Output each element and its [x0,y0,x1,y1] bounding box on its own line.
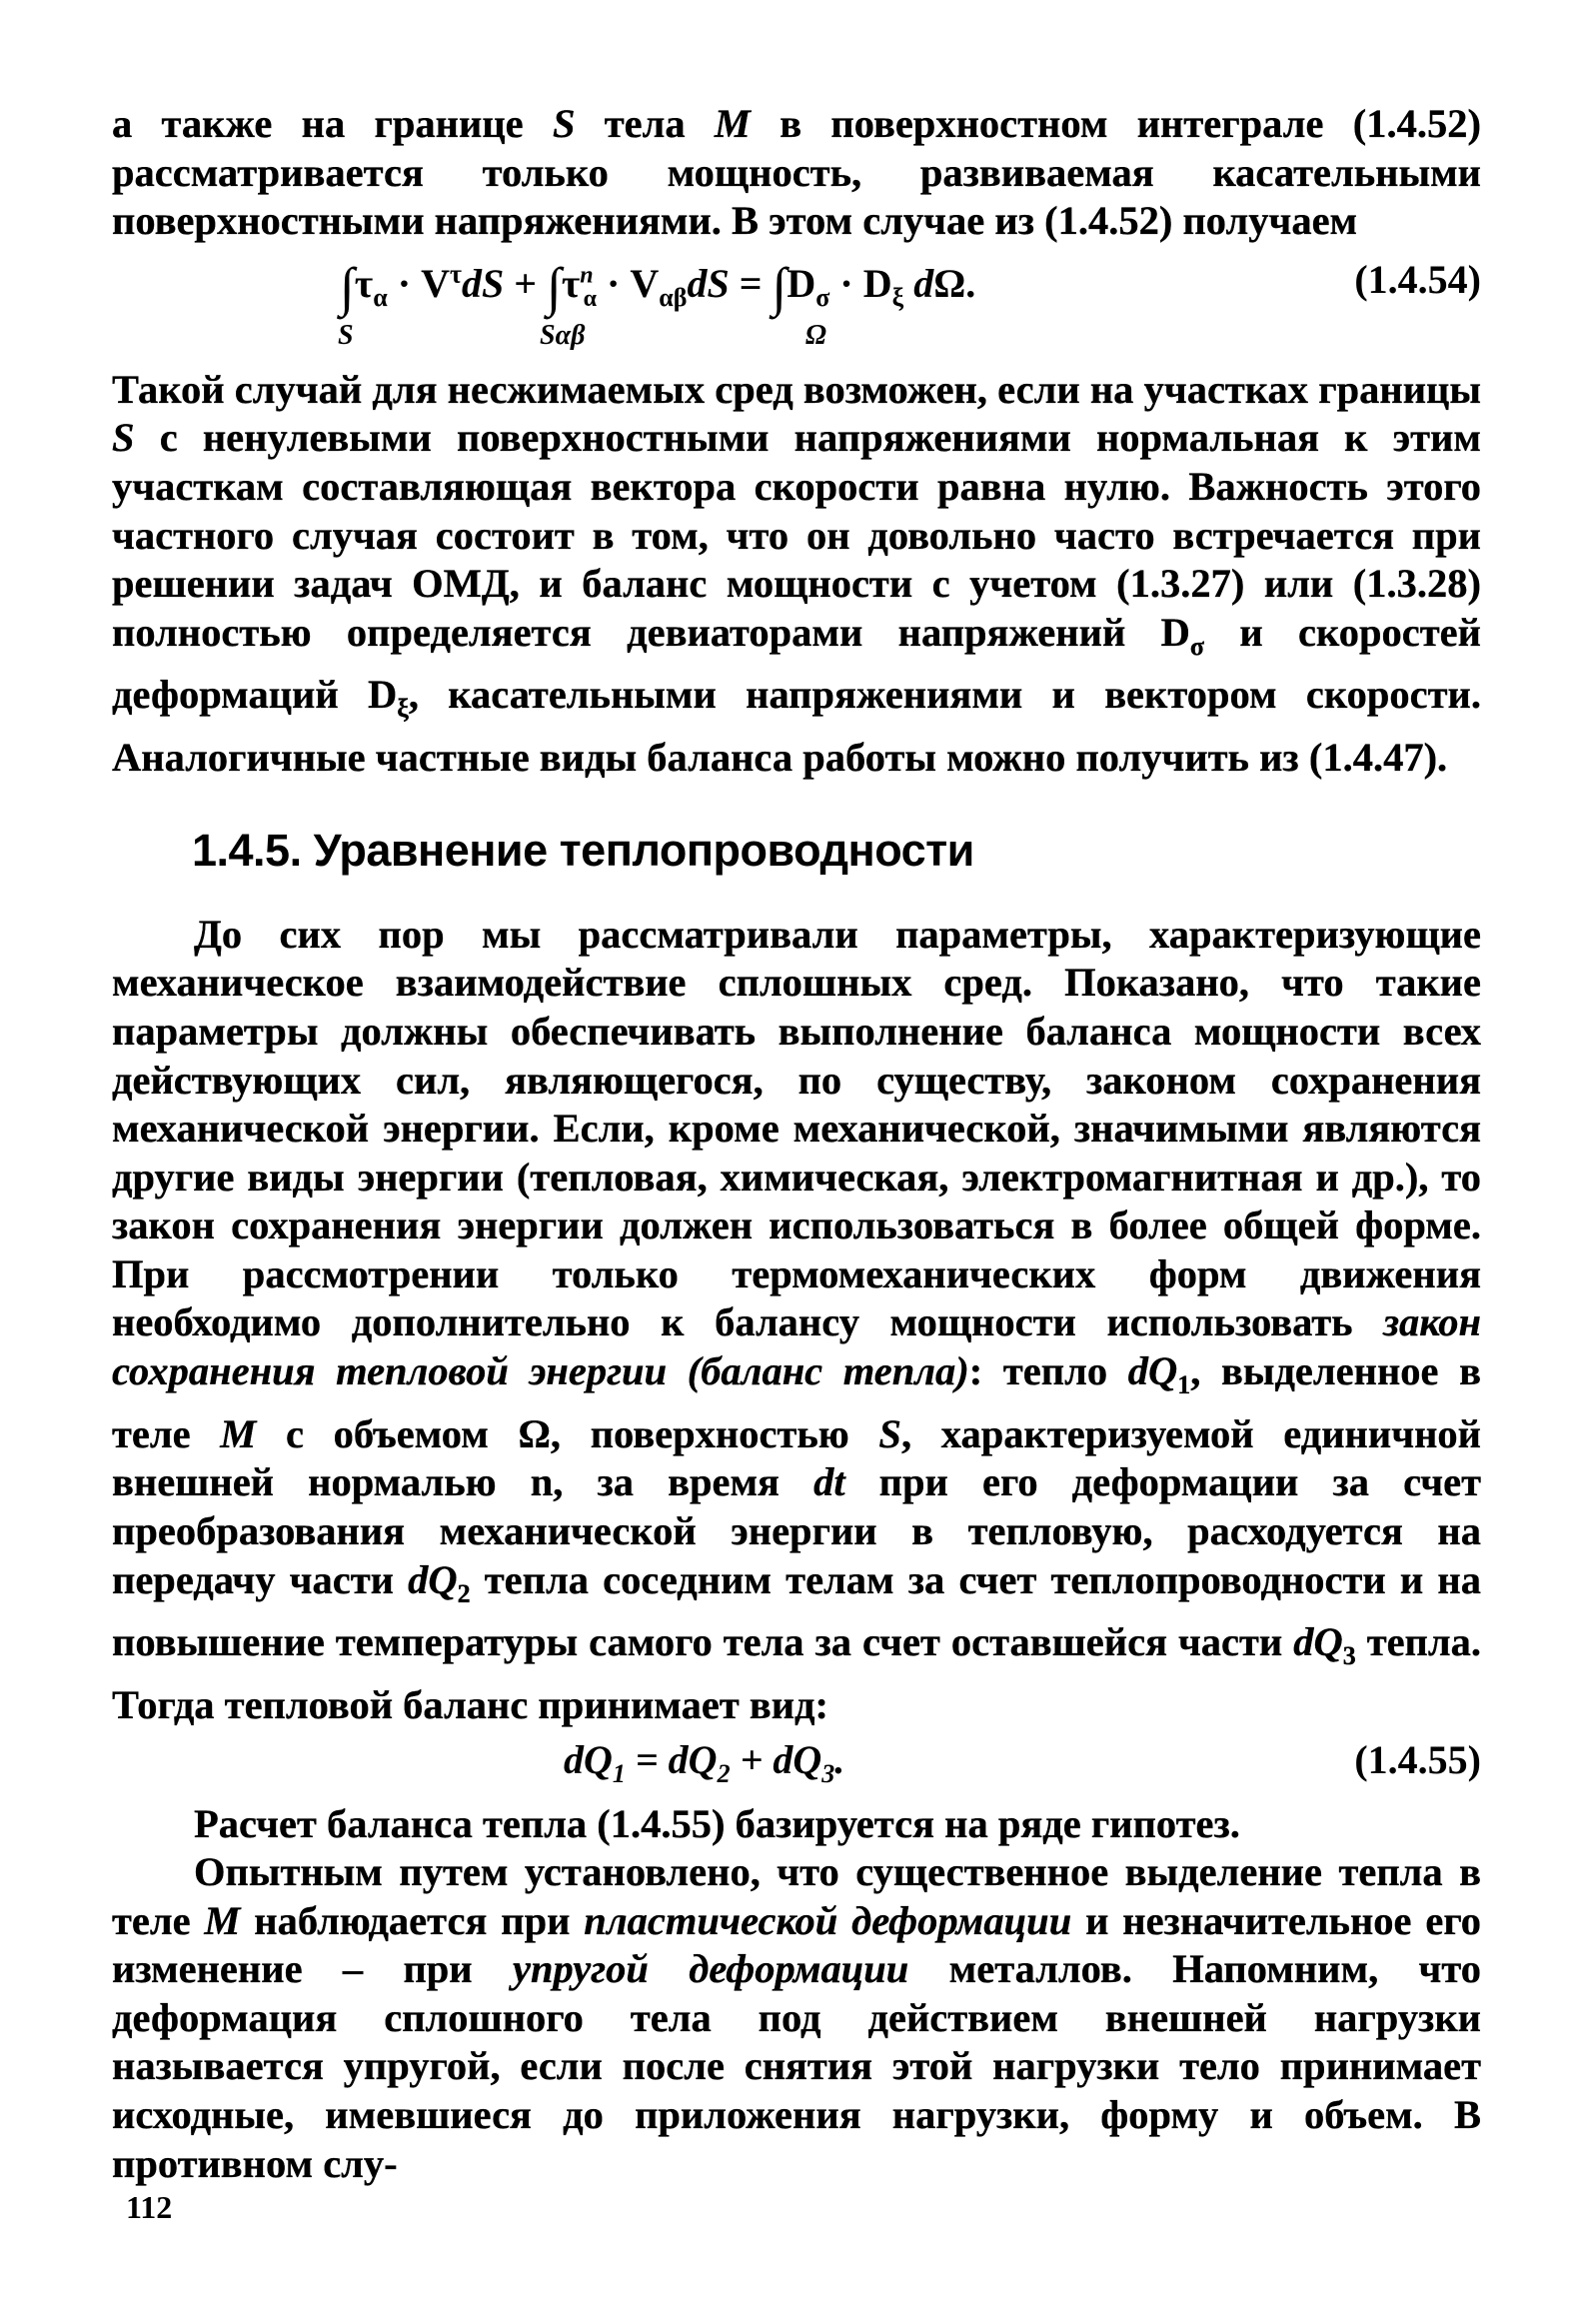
paragraph-5: Опытным путем установлено, что существенное выделение тепла в теле M наблюдается при пластической деформации и незначительное его изменение – при упругой деформации металлов. Напомним, что деформация сплошного тела под действием внешней нагрузки называется упругой, если после снятия этой нагрузки тело принимает исходные, имевшиеся до приложения нагрузки, форму и объем. В противном слу- [112,1849,1481,2186]
equation-1-body: $\int\tau_\alpha \cdot V^\tau dS + \int\tau^n_\alpha \cdot V_{\alpha\beta}dS = \int D_\sigma \cdot D_\xi$ dΩ. [340,256,976,317]
equation-2-455 [112,1730,1481,1800]
section-heading: 1.4.5. Уравнение теплопроводности [192,824,974,876]
integral-limit-s: S [338,319,354,351]
equation-2-body: $dQ_1 = dQ_2 + dQ_3$. [564,1736,845,1788]
integral-limit-s-alpha-beta: Sαβ [540,319,586,351]
paragraph-1: а также на границе S тела M в поверхностном интеграле (1.4.52) рассматривается только мощность, развиваемая касательными поверхностными напряжениями. В этом случае из (1.4.52) получаем [112,101,1481,244]
integral-limit-omega: Ω [805,319,826,351]
equation-1-454 [112,246,1481,366]
paragraph-3: До сих пор мы рассматривали параметры, характеризующие механическое взаимодействие сплошных сред. Показано, что такие параметры должны обеспечивать выполнение баланса мощности всех действующих сил, являющегося, по существу, законом сохранения механической энергии. Если, кроме механической, значимыми являются другие виды энергии (тепловая, химическая, электромагнитная и др.), то закон сохранения энергии должен использоваться в более общей форме. При рассмотрении только термомеханических форм движения необходимо дополнительно к балансу мощности использовать закон сохранения тепловой энергии (баланс тепла): тепло $dQ_1$, выделенное в теле M с объемом Ω, поверхностью S, характеризуемой единичной внешней нормалью n, за время dt при его деформации за счет преобразования механической энергии в тепловую, расходуется на передачу части $dQ_2$ тепла соседним телам за счет теплопроводности и на повышение температуры самого тела за счет оставшейся части $dQ_3$ тепла. Тогда тепловой баланс принимает вид: [112,911,1482,1727]
page-number: 112 [126,2189,173,2225]
equation-1-number: (1.4.54) [1354,256,1481,302]
paragraph-4: Расчет баланса тепла (1.4.55) базируется на ряде гипотез. [194,1800,1240,1846]
equation-2-number: (1.4.55) [1354,1736,1481,1782]
page-content [112,100,1481,2188]
paragraph-2: Такой случай для несжимаемых сред возможен, если на участках границы S с ненулевыми поверхностными напряжениями нормальная к этим участкам составляющая вектора скорости равна нулю. Важность этого частного случая состоит в том, что он довольно часто встречается при решении задач ОМД, и баланс мощности с учетом (1.3.27) или (1.3.28) полностью определяется девиаторами напряжений $D_\sigma$ и скоростей деформаций $D_\xi$, касательными напряжениями и вектором скорости. Аналогичные частные виды баланса работы можно получить из (1.4.47). [112,366,1482,781]
